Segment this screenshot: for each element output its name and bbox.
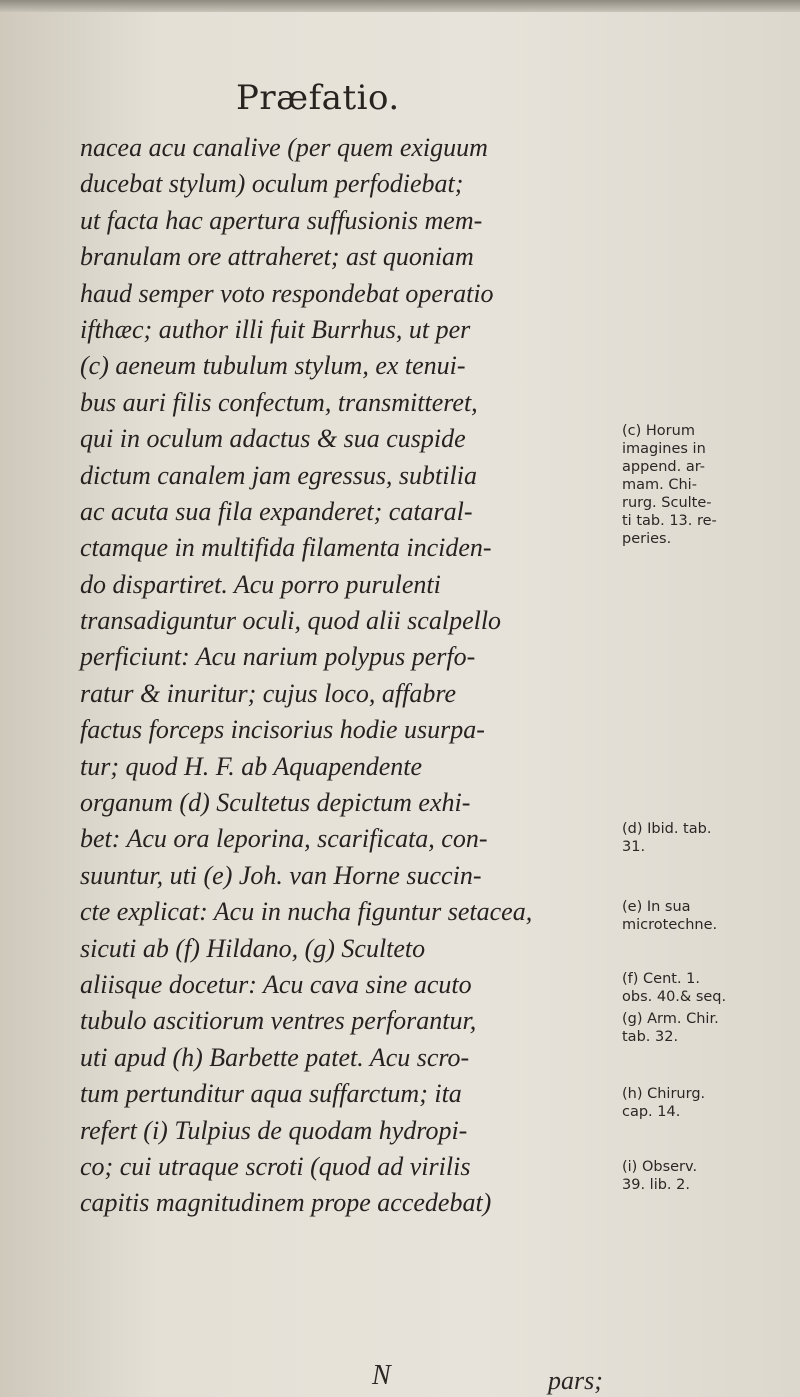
main-text <box>80 130 600 1222</box>
note-line: peries. <box>622 531 672 547</box>
note-line: rurg. Sculte- <box>622 495 712 511</box>
note-line: (e) In sua <box>622 899 691 915</box>
note-line: obs. 40.& seq. <box>622 989 727 1005</box>
margin-note-g <box>622 1010 792 1046</box>
text-line: factus forceps incisorius hodie usurpa- <box>80 715 485 745</box>
catchword: pars; <box>548 1366 603 1395</box>
text-line: bet: Acu ora leporina, scarificata, con- <box>80 824 488 854</box>
text-line: perficiunt: Acu narium polypus perfo- <box>80 642 476 672</box>
note-line: tab. 32. <box>622 1029 679 1045</box>
note-line: append. ar- <box>622 459 705 475</box>
text-line: ctamque in multifida filamenta inciden- <box>80 533 492 563</box>
text-line: suuntur, uti (e) Joh. van Horne succin- <box>80 860 482 890</box>
text-line: do dispartiret. Acu porro purulenti <box>80 569 441 599</box>
text-line: tubulo ascitiorum ventres perforantur, <box>80 1006 477 1036</box>
margin-note-c <box>622 422 792 548</box>
text-line: cte explicat: Acu in nucha figuntur setacea, <box>80 897 533 927</box>
text-line: tur; quod H. F. ab Aquapendente <box>80 751 423 781</box>
note-line: mam. Chi- <box>622 477 697 493</box>
note-line: 31. <box>622 839 646 855</box>
text-line: aliisque docetur: Acu cava sine acuto <box>80 969 472 999</box>
note-line: (f) Cent. 1. <box>622 971 701 987</box>
text-line: nacea acu canalive (per quem exiguum <box>80 133 488 162</box>
text-line: uti apud (h) Barbette patet. Acu scro- <box>80 1042 470 1072</box>
text-line: organum (d) Scultetus depictum exhi- <box>80 788 471 818</box>
page-top-edge <box>0 0 800 12</box>
text-line: ut facta hac apertura suffusionis mem- <box>80 205 483 235</box>
note-line: (g) Arm. Chir. <box>622 1011 719 1027</box>
text-line: ducebat stylum) oculum perfodiebat; <box>80 169 464 199</box>
text-line: dictum canalem jam egressus, subtilia <box>80 460 477 490</box>
margin-note-h <box>622 1085 792 1121</box>
note-line: (c) Horum <box>622 423 695 439</box>
note-line: (d) Ibid. tab. <box>622 821 712 837</box>
text-line: ifthæc; author illi fuit Burrhus, ut per <box>80 314 471 344</box>
page-title: Præfatio. <box>236 78 400 118</box>
text-line: qui in oculum adactus & sua cuspide <box>80 424 466 454</box>
text-line: ratur & inuritur; cujus loco, affabre <box>80 678 457 708</box>
note-line: (i) Observ. <box>622 1159 698 1175</box>
text-line: bus auri filis confectum, transmitteret, <box>80 387 478 417</box>
note-line: (h) Chirurg. <box>622 1086 706 1102</box>
text-line: (c) aeneum tubulum stylum, ex tenui- <box>80 351 466 381</box>
text-line: sicuti ab (f) Hildano, (g) Sculteto <box>80 933 426 963</box>
signature-mark: N <box>372 1360 391 1391</box>
text-line: ac acuta sua fila expanderet; cataral- <box>80 496 473 526</box>
text-line: refert (i) Tulpius de quodam hydropi- <box>80 1115 468 1145</box>
note-line: cap. 14. <box>622 1104 681 1120</box>
margin-note-i <box>622 1158 792 1194</box>
text-line: branulam ore attraheret; ast quoniam <box>80 242 474 272</box>
margin-note-f <box>622 970 792 1006</box>
text-line: transadiguntur oculi, quod alii scalpello <box>80 606 502 636</box>
text-line: haud semper voto respondebat operatio <box>80 278 494 308</box>
note-line: microtechne. <box>622 917 718 933</box>
margin-note-d <box>622 820 792 856</box>
text-line: tum pertunditur aqua suffarctum; ita <box>80 1079 462 1109</box>
note-line: imagines in <box>622 441 706 457</box>
margin-note-e <box>622 898 792 934</box>
note-line: ti tab. 13. re- <box>622 513 717 529</box>
note-line: 39. lib. 2. <box>622 1177 690 1193</box>
text-line: capitis magnitudinem prope accedebat) <box>80 1188 492 1218</box>
text-line: co; cui utraque scroti (quod ad virilis <box>80 1151 471 1181</box>
